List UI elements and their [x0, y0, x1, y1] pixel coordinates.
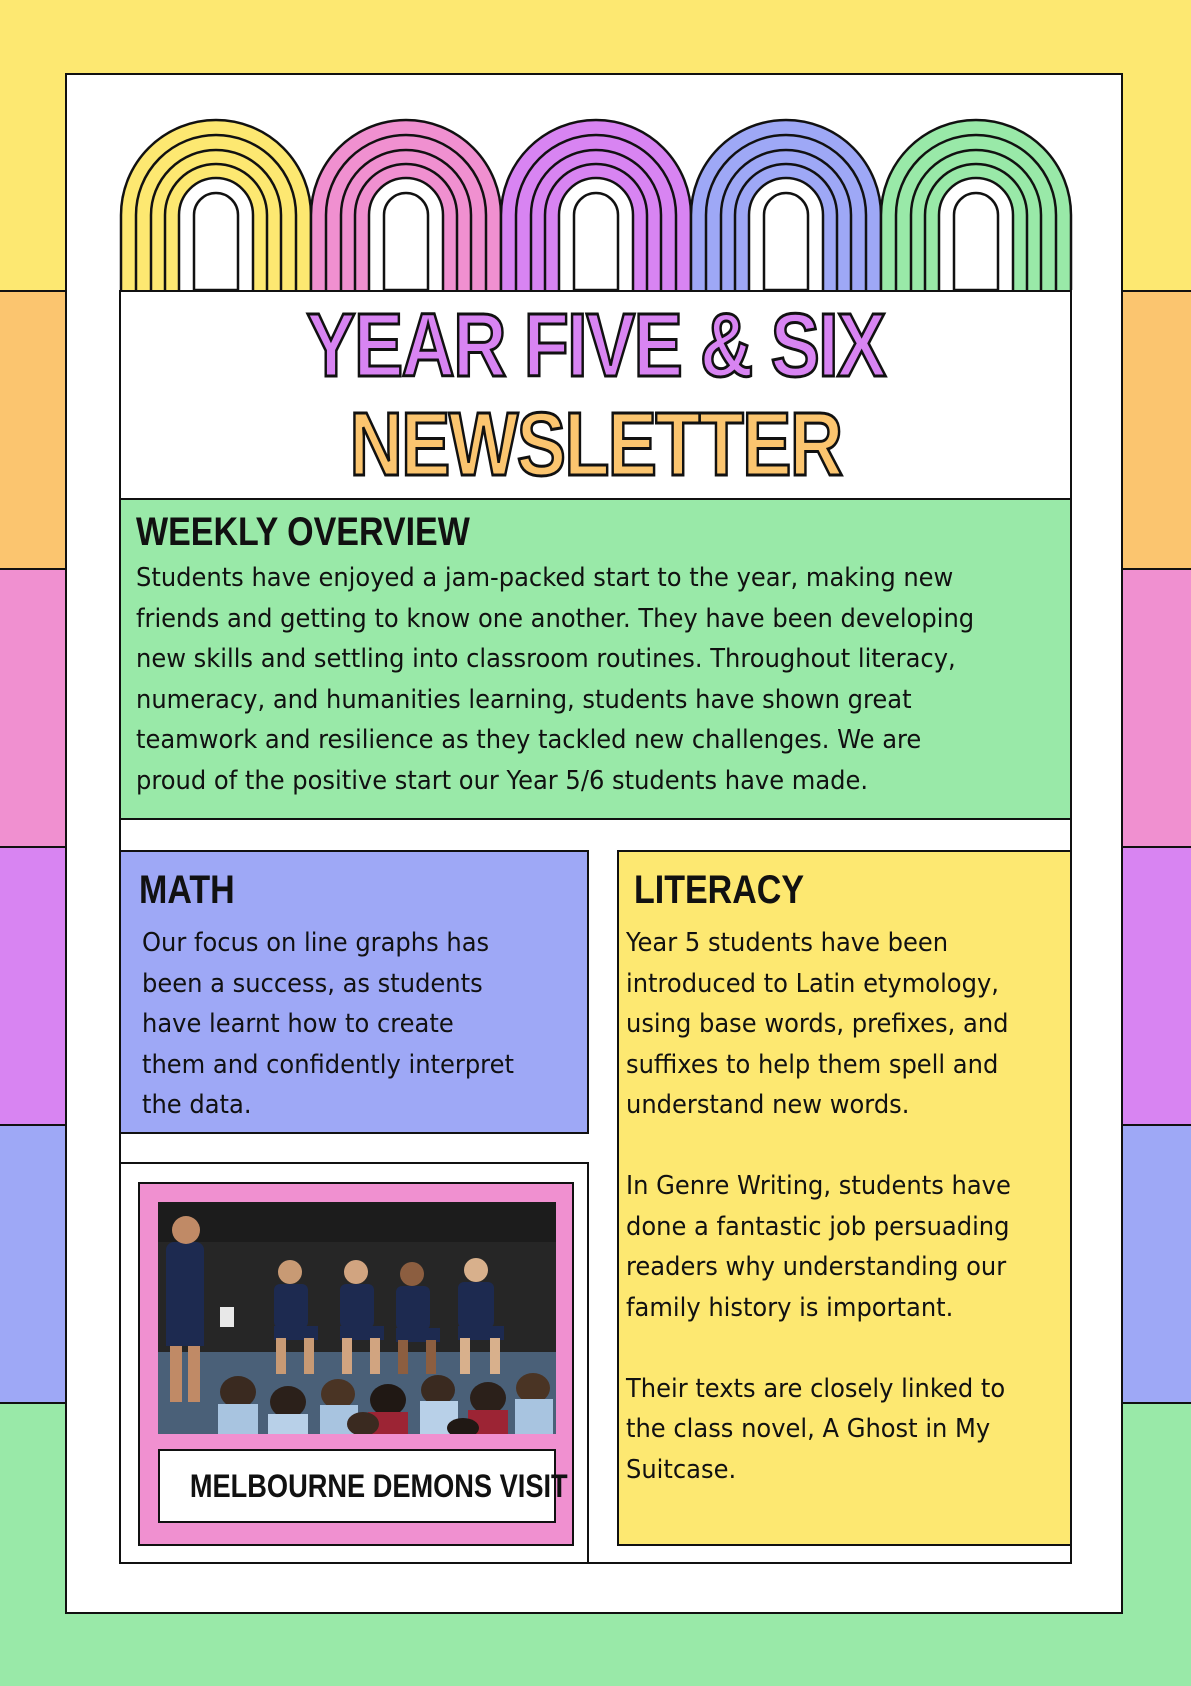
- math-text-line: the data.: [142, 1090, 252, 1120]
- overview-text-line: new skills and settling into classroom routines. Throughout literacy,: [136, 644, 956, 674]
- math-text-line: been a success, as students: [142, 968, 483, 999]
- literacy-text: [626, 923, 1011, 1490]
- math-text-line: them and confidently interpret: [142, 1049, 514, 1080]
- photo-caption: MELBOURNE DEMONS VISIT: [189, 1468, 568, 1504]
- arch-opening: [954, 193, 998, 290]
- math-section: [119, 850, 589, 1134]
- literacy-section: [617, 850, 1072, 1546]
- literacy-text-line: done a fantastic job persuading: [626, 1211, 1010, 1242]
- overview-text-line: friends and getting to know one another. They have been developing: [136, 603, 975, 634]
- literacy-text-line: the class novel, A Ghost in My: [626, 1414, 991, 1444]
- literacy-text-line: readers why understanding our: [626, 1252, 1007, 1282]
- arch-opening: [764, 193, 808, 290]
- overview-text-line: numeracy, and humanities learning, students have shown great: [136, 684, 912, 715]
- weekly-overview-section: [119, 498, 1072, 820]
- photo-caption-box: [158, 1449, 568, 1523]
- literacy-text-line: Year 5 students have been: [626, 928, 949, 958]
- photo-panel: [119, 1162, 589, 1564]
- literacy-text-line: suffixes to help them spell and: [626, 1049, 999, 1080]
- arch-opening: [384, 193, 428, 290]
- literacy-text-line: Suitcase.: [626, 1454, 737, 1485]
- paragraph-spacer: [626, 1328, 1011, 1369]
- literacy-text-line: understand new words.: [626, 1090, 910, 1120]
- arch-opening: [574, 193, 618, 290]
- literacy-text-line: In Genre Writing, students have: [626, 1171, 1011, 1201]
- literacy-text-line: using base words, prefixes, and: [626, 1009, 1009, 1039]
- literacy-text-line: introduced to Latin etymology,: [626, 968, 999, 999]
- weekly-overview-heading: WEEKLY OVERVIEW: [136, 510, 470, 554]
- math-text-line: have learnt how to create: [142, 1009, 454, 1039]
- class-visit-photo: [158, 1202, 556, 1434]
- arch-opening: [194, 193, 238, 290]
- rainbow-arches-banner: [0, 0, 1191, 300]
- math-text: [142, 923, 514, 1126]
- math-heading: MATH: [139, 868, 235, 912]
- paragraph-spacer: [626, 1126, 1011, 1167]
- overview-text-line: proud of the positive start our Year 5/6 students have made.: [136, 765, 869, 796]
- weekly-overview-text: [136, 558, 974, 801]
- newsletter-title-line2: NEWSLETTER: [349, 395, 842, 495]
- math-text-line: Our focus on line graphs has: [142, 928, 490, 958]
- literacy-heading: LITERACY: [634, 868, 804, 912]
- literacy-text-line: Their texts are closely linked to: [626, 1373, 1006, 1404]
- overview-text-line: Students have enjoyed a jam-packed start to the year, making new: [136, 563, 954, 593]
- photo-pink-frame: [138, 1182, 574, 1546]
- literacy-text-line: family history is important.: [626, 1292, 954, 1323]
- newsletter-title-line1: YEAR FIVE & SIX: [306, 296, 885, 396]
- overview-text-line: teamwork and resilience as they tackled new challenges. We are: [136, 725, 922, 755]
